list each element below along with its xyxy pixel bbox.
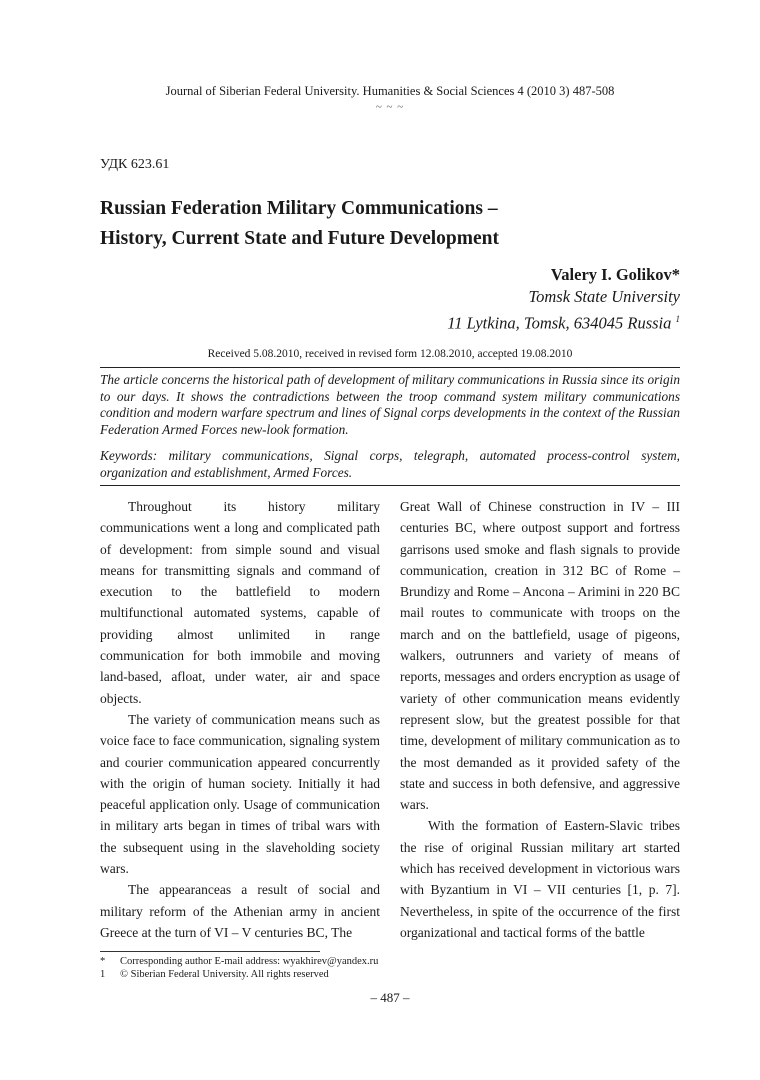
footnote — [100, 955, 378, 968]
keywords: Keywords: military communications, Signal corps, telegraph, automated process-control system, organization and establishment, Armed Forces. — [100, 448, 680, 480]
title-line-2: History, Current State and Future Development — [100, 228, 499, 249]
footnote-mark: 1 — [100, 969, 106, 980]
header-ornament: ~ ~ ~ — [375, 101, 405, 113]
divider-bottom — [100, 485, 680, 486]
author-name: Valery I. Golikov* — [550, 265, 680, 284]
udk-code: УДК 623.61 — [100, 157, 170, 172]
paragraph: Throughout its history military communications went a long and complicated path of development: from simple sound and visual means for transmitting signals and command of execution to the battlefield to modern multifunctional automated systems, capable of providing almost unlimited in range communication for both immobile and moving land-based, afloat, under water, air and space objects. — [100, 499, 380, 706]
received-dates: Received 5.08.2010, received in revised form 12.08.2010, accepted 19.08.2010 — [207, 348, 573, 360]
author-affiliation: Tomsk State University — [528, 287, 680, 306]
paragraph: The appearanceas a result of social and military reform of the Athenian army in ancient Greece at the turn of VI – V centuries BC, The — [100, 882, 380, 940]
paragraph: Great Wall of Chinese construction in IV – III centuries BC, where outpost support and fortress garrisons used smoke and flash signals to provide communication, creation in 312 BC of Rome – Brundizy and Rome – Ancona – Arimini in 220 BC mail routes to communicate with troops on the march and on the battlefield, usage of pigeons, walkers, outrunners and variety of means of reports, messages and orders encryption as usage of variety of other communication means evidently represent slow, but the greatest possible for that time, development of military communication as to the most demanded as it provided safety of the state and success in both defensive, and aggressive wars. — [400, 499, 680, 813]
author-address-line — [447, 308, 680, 335]
article-title — [100, 194, 660, 254]
footnote — [100, 968, 329, 981]
divider-top — [100, 367, 680, 368]
footnote-mark: * — [100, 956, 106, 967]
abstract: The article concerns the historical path of development of military communications in Russia since its origin to our days. It shows the contradictions between the troop command system military communications condition and modern warfare spectrum and lines of Signal corps developments in the context of the Russian Federation Armed Forces new-look formation. — [100, 372, 680, 437]
author-address: 11 Lytkina, Tomsk, 634045 Russia — [447, 313, 672, 333]
footnote-text: © Siberian Federal University. All rights reserved — [120, 969, 329, 980]
footnote-divider — [100, 951, 320, 952]
body-column-right — [400, 496, 680, 943]
footnote-text: Corresponding author E-mail address: wyakhirev@yandex.ru — [120, 956, 379, 967]
paragraph: With the formation of Eastern-Slavic tribes the rise of original Russian military art started which has received development in victorious wars with Byzantium in VI – VII centuries [1, p. 7]. Nevertheless, in spite of the occurrence of the first organizational and tactical forms of the battle — [400, 818, 680, 940]
journal-header: Journal of Siberian Federal University. Humanities & Social Sciences 4 (2010 3) 487-508 — [165, 84, 615, 98]
page-number: – 487 – — [370, 990, 410, 1005]
title-line-1: Russian Federation Military Communications – — [100, 198, 498, 219]
paragraph: The variety of communication means such as voice face to face communication, signaling system and courier communication appeared concurrently with the origin of human society. Initially it had peaceful application only. Usage of communication in military arts began in times of tribal wars with the subsequent using in the slaveholding society wars. — [100, 711, 380, 877]
body-column-left — [100, 496, 380, 943]
address-footnote-mark: 1 — [675, 314, 680, 324]
author-block — [447, 264, 680, 335]
